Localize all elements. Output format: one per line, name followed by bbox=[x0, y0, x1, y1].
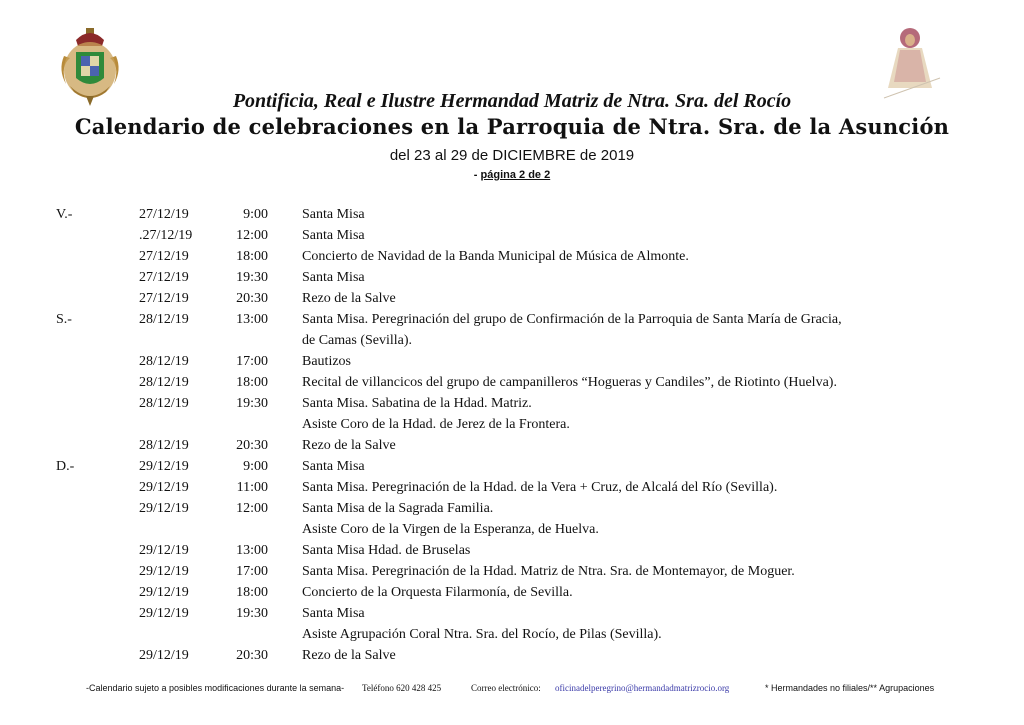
event-description: Santa Misa bbox=[302, 228, 365, 243]
event-date: 27/12/19 bbox=[139, 207, 189, 222]
page-number: página 2 de 2 bbox=[480, 169, 551, 181]
event-description: Rezo de la Salve bbox=[302, 291, 396, 306]
schedule-row bbox=[0, 393, 1024, 414]
event-time: 20:30 bbox=[236, 648, 268, 663]
event-date: 29/12/19 bbox=[139, 606, 189, 621]
event-time: 17:00 bbox=[236, 564, 268, 579]
footer-disclaimer: -Calendario sujeto a posibles modificaciones durante la semana- bbox=[86, 683, 345, 693]
schedule-row bbox=[0, 435, 1024, 456]
event-time: 18:00 bbox=[236, 249, 268, 264]
footer-phone: Teléfono 620 428 425 bbox=[362, 683, 442, 693]
event-date: 27/12/19 bbox=[139, 291, 189, 306]
schedule-row bbox=[0, 519, 1024, 540]
schedule-row bbox=[0, 477, 1024, 498]
event-time: 20:30 bbox=[236, 291, 268, 306]
schedule-row bbox=[0, 372, 1024, 393]
event-time: 9:00 bbox=[243, 459, 268, 474]
page-indicator bbox=[0, 169, 1024, 181]
event-date: 29/12/19 bbox=[139, 648, 189, 663]
event-description: Rezo de la Salve bbox=[302, 648, 396, 663]
event-description: Santa Misa bbox=[302, 207, 365, 222]
event-date: 29/12/19 bbox=[139, 459, 189, 474]
event-time: 18:00 bbox=[236, 375, 268, 390]
event-date: .27/12/19 bbox=[139, 228, 193, 243]
event-time: 9:00 bbox=[243, 207, 268, 222]
event-description: Santa Misa bbox=[302, 459, 365, 474]
event-date: 28/12/19 bbox=[139, 438, 189, 453]
schedule-row bbox=[0, 645, 1024, 666]
event-date: 29/12/19 bbox=[139, 543, 189, 558]
event-date: 29/12/19 bbox=[139, 501, 189, 516]
schedule-row bbox=[0, 267, 1024, 288]
footer-email-label: Correo electrónico: bbox=[471, 683, 541, 693]
schedule-row bbox=[0, 288, 1024, 309]
event-time: 19:30 bbox=[236, 396, 268, 411]
page-prefix: - bbox=[473, 169, 481, 181]
event-date: 29/12/19 bbox=[139, 585, 189, 600]
schedule-row bbox=[0, 582, 1024, 603]
event-description: Rezo de la Salve bbox=[302, 438, 396, 453]
event-description: Asiste Coro de la Hdad. de Jerez de la Frontera. bbox=[302, 417, 570, 432]
day-label: D.- bbox=[56, 459, 75, 474]
event-description: de Camas (Sevilla). bbox=[302, 333, 413, 348]
event-description: Santa Misa de la Sagrada Familia. bbox=[302, 501, 494, 516]
event-time: 20:30 bbox=[236, 438, 268, 453]
schedule-row bbox=[0, 330, 1024, 351]
schedule-row bbox=[0, 456, 1024, 477]
organization-name: Pontificia, Real e Ilustre Hermandad Matriz de Ntra. Sra. del Rocío bbox=[232, 90, 792, 112]
event-time: 18:00 bbox=[236, 585, 268, 600]
event-date: 29/12/19 bbox=[139, 480, 189, 495]
event-description: Asiste Agrupación Coral Ntra. Sra. del Rocío, de Pilas (Sevilla). bbox=[302, 627, 662, 642]
event-description: Concierto de la Orquesta Filarmonía, de Sevilla. bbox=[302, 585, 573, 600]
event-time: 13:00 bbox=[236, 543, 268, 558]
footer-note: * Hermandades no filiales/** Agrupaciones bbox=[765, 683, 935, 693]
event-description: Santa Misa. Peregrinación de la Hdad. Matriz de Ntra. Sra. de Montemayor, de Moguer. bbox=[302, 564, 795, 579]
schedule-row bbox=[0, 204, 1024, 225]
event-description: Santa Misa bbox=[302, 270, 365, 285]
date-range: del 23 al 29 de DICIEMBRE de 2019 bbox=[389, 147, 635, 164]
event-date: 29/12/19 bbox=[139, 564, 189, 579]
schedule-row bbox=[0, 624, 1024, 645]
event-date: 27/12/19 bbox=[139, 249, 189, 264]
event-date: 28/12/19 bbox=[139, 396, 189, 411]
schedule-row bbox=[0, 603, 1024, 624]
event-description: Concierto de Navidad de la Banda Municipal de Música de Almonte. bbox=[302, 249, 689, 264]
schedule-row bbox=[0, 540, 1024, 561]
schedule-row bbox=[0, 561, 1024, 582]
event-description: Asiste Coro de la Virgen de la Esperanza, de Huelva. bbox=[302, 522, 599, 537]
event-description: Santa Misa. Peregrinación del grupo de Confirmación de la Parroquia de Santa María de Gracia, bbox=[302, 312, 842, 327]
event-time: 12:00 bbox=[236, 501, 268, 516]
event-time: 17:00 bbox=[236, 354, 268, 369]
schedule-row bbox=[0, 309, 1024, 330]
schedule-row bbox=[0, 246, 1024, 267]
schedule-row bbox=[0, 225, 1024, 246]
event-date: 28/12/19 bbox=[139, 312, 189, 327]
event-time: 19:30 bbox=[236, 270, 268, 285]
event-date: 27/12/19 bbox=[139, 270, 189, 285]
event-time: 19:30 bbox=[236, 606, 268, 621]
footer-email-link[interactable]: oficinadelperegrino@hermandadmatrizrocio.org bbox=[555, 683, 730, 693]
schedule-row bbox=[0, 414, 1024, 435]
event-date: 28/12/19 bbox=[139, 375, 189, 390]
event-date: 28/12/19 bbox=[139, 354, 189, 369]
page-title: Calendario de celebraciones en la Parroquia de Ntra. Sra. de la Asunción bbox=[74, 114, 950, 139]
event-time: 11:00 bbox=[236, 480, 268, 495]
event-time: 13:00 bbox=[236, 312, 268, 327]
schedule-row bbox=[0, 351, 1024, 372]
schedule-list bbox=[0, 204, 1024, 666]
event-description: Bautizos bbox=[302, 354, 351, 369]
event-description: Santa Misa bbox=[302, 606, 365, 621]
event-time: 12:00 bbox=[236, 228, 268, 243]
event-description: Santa Misa. Peregrinación de la Hdad. de la Vera + Cruz, de Alcalá del Río (Sevilla). bbox=[302, 480, 778, 495]
schedule-row bbox=[0, 498, 1024, 519]
day-label: V.- bbox=[56, 207, 73, 222]
event-description: Recital de villancicos del grupo de campanilleros “Hogueras y Candiles”, de Riotinto (Huelva). bbox=[302, 375, 837, 390]
day-label: S.- bbox=[56, 312, 72, 327]
event-description: Santa Misa. Sabatina de la Hdad. Matriz. bbox=[302, 396, 532, 411]
event-description: Santa Misa Hdad. de Bruselas bbox=[302, 543, 471, 558]
